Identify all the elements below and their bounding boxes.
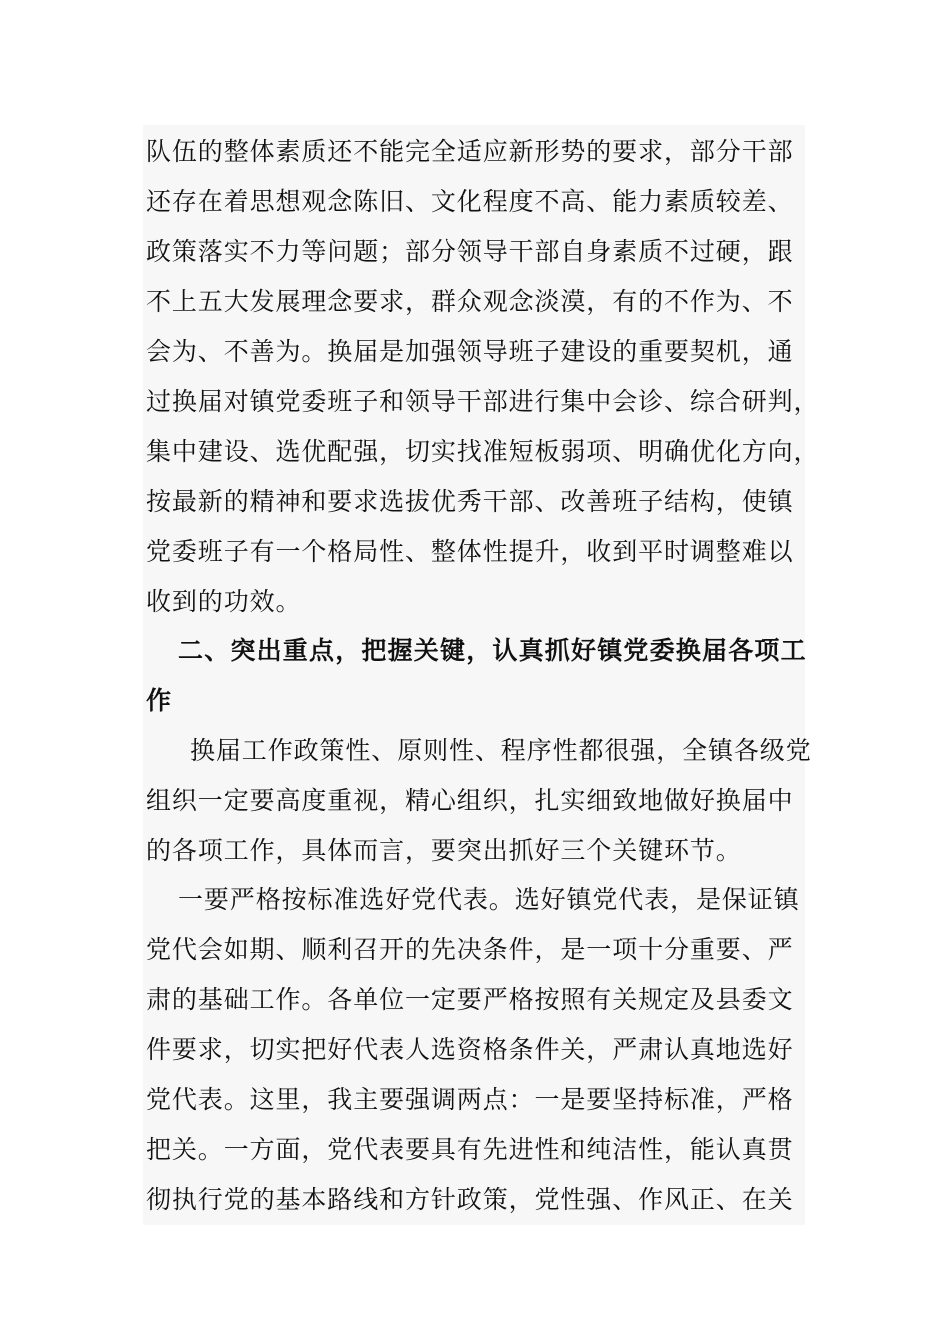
paragraph-3-line-2: 党代会如期、顺利召开的先决条件，是一项十分重要、严 [146,935,794,964]
paragraph-3-line-3: 肃的基础工作。各单位一定要严格按照有关规定及县委文 [146,985,794,1014]
paragraph-2-line-2: 组织一定要高度重视，精心组织，扎实细致地做好换届中 [146,786,794,815]
paragraph-1-line-4: 不上五大发展理念要求，群众观念淡漠，有的不作为、不 [146,287,794,316]
paragraph-1-line-3: 政策落实不力等问题；部分领导干部自身素质不过硬，跟 [146,237,794,266]
paragraph-1-line-7: 集中建设、选优配强，切实找准短板弱项、明确优化方向， [146,437,820,466]
paragraph-1-line-10: 收到的功效。 [146,587,302,616]
paragraph-3-line-1: 一要严格按标准选好党代表。选好镇党代表，是保证镇 [178,885,800,914]
paragraph-3-line-5: 党代表。这里，我主要强调两点：一是要坚持标准，严格 [146,1085,794,1114]
paragraph-1-line-2: 还存在着思想观念陈旧、文化程度不高、能力素质较差、 [146,187,794,216]
paragraph-3-line-7: 彻执行党的基本路线和方针政策，党性强、作风正、在关 [146,1185,794,1214]
paragraph-2-line-1: 换届工作政策性、原则性、程序性都很强，全镇各级党 [190,736,812,765]
section-heading-line-1: 二、突出重点，把握关键，认真抓好镇党委换届各项工 [178,636,807,665]
section-heading-line-2: 作 [146,686,173,715]
paragraph-1-line-6: 过换届对镇党委班子和领导干部进行集中会诊、综合研判， [146,387,820,416]
paragraph-2-line-3: 的各项工作，具体而言，要突出抓好三个关键环节。 [146,836,742,865]
paragraph-1-line-5: 会为、不善为。换届是加强领导班子建设的重要契机，通 [146,337,794,366]
paragraph-3-line-4: 件要求，切实把好代表人选资格条件关，严肃认真地选好 [146,1035,794,1064]
paragraph-1-line-1: 队伍的整体素质还不能完全适应新形势的要求，部分干部 [146,137,794,166]
paragraph-1-line-9: 党委班子有一个格局性、整体性提升，收到平时调整难以 [146,537,794,566]
paragraph-1-line-8: 按最新的精神和要求选拔优秀干部、改善班子结构，使镇 [146,487,794,516]
paragraph-3-line-6: 把关。一方面，党代表要具有先进性和纯洁性，能认真贯 [146,1135,794,1164]
